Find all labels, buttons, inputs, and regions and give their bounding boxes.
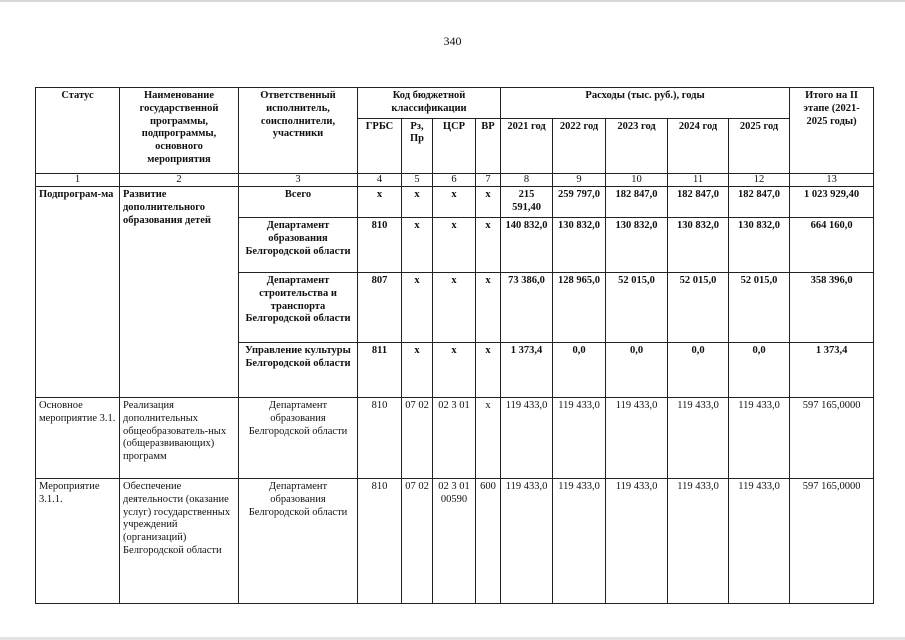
row-grbs: х <box>358 187 402 218</box>
row-csr: х <box>433 217 476 272</box>
row-2024: 52 015,0 <box>668 272 729 342</box>
row-2023: 0,0 <box>606 342 668 397</box>
column-number: 11 <box>668 173 729 187</box>
column-number: 4 <box>358 173 402 187</box>
row-name: Реализация дополнительных общеобразователь-ных (общеразвивающих) программ <box>120 397 239 478</box>
row-name: Развитие дополнительного образования детей <box>120 187 239 398</box>
row-executor: Департамент строительства и транспорта Белгородской области <box>239 272 358 342</box>
row-vr: х <box>476 272 501 342</box>
row-2021: 140 832,0 <box>501 217 553 272</box>
row-2025: 119 433,0 <box>729 478 790 603</box>
header-status: Статус <box>36 88 120 174</box>
row-status: Основное мероприятие 3.1. <box>36 397 120 478</box>
row-2022: 130 832,0 <box>553 217 606 272</box>
row-2021: 119 433,0 <box>501 478 553 603</box>
row-csr: 02 3 01 <box>433 397 476 478</box>
row-rzpr: 07 02 <box>402 478 433 603</box>
header-year-2021: 2021 год <box>501 118 553 173</box>
top-scan-edge <box>0 0 905 2</box>
row-vr: х <box>476 187 501 218</box>
row-2025: 182 847,0 <box>729 187 790 218</box>
header-rzpr: Рз, Пр <box>402 118 433 173</box>
row-2023: 130 832,0 <box>606 217 668 272</box>
header-year-2025: 2025 год <box>729 118 790 173</box>
row-executor: Департамент образования Белгородской области <box>239 217 358 272</box>
column-number: 2 <box>120 173 239 187</box>
column-number: 6 <box>433 173 476 187</box>
row-2021: 1 373,4 <box>501 342 553 397</box>
row-grbs: 810 <box>358 217 402 272</box>
row-grbs: 807 <box>358 272 402 342</box>
column-number: 13 <box>790 173 874 187</box>
header-vr: ВР <box>476 118 501 173</box>
row-total: 358 396,0 <box>790 272 874 342</box>
row-2025: 130 832,0 <box>729 217 790 272</box>
row-2025: 0,0 <box>729 342 790 397</box>
header-executor: Ответственный исполнитель, соисполнители, участники <box>239 88 358 174</box>
header-year-2023: 2023 год <box>606 118 668 173</box>
row-2022: 0,0 <box>553 342 606 397</box>
row-executor: Департамент образования Белгородской области <box>239 397 358 478</box>
row-2023: 182 847,0 <box>606 187 668 218</box>
row-executor: Всего <box>239 187 358 218</box>
header-name: Наименование государственной программы, подпрограммы, основного мероприятия <box>120 88 239 174</box>
row-total: 597 165,0000 <box>790 478 874 603</box>
row-rzpr: 07 02 <box>402 397 433 478</box>
row-rzpr: х <box>402 217 433 272</box>
row-csr: х <box>433 342 476 397</box>
header-expenses: Расходы (тыс. руб.), годы <box>501 88 790 119</box>
row-2024: 182 847,0 <box>668 187 729 218</box>
row-grbs: 811 <box>358 342 402 397</box>
row-2024: 119 433,0 <box>668 478 729 603</box>
row-name: Обеспечение деятельности (оказание услуг) государственных учреждений (организаций) Белгородской области <box>120 478 239 603</box>
row-total: 597 165,0000 <box>790 397 874 478</box>
row-status: Подпрограм-ма <box>36 187 120 398</box>
header-total: Итого на II этапе (2021-2025 годы) <box>790 88 874 174</box>
row-vr: х <box>476 397 501 478</box>
row-csr: х <box>433 272 476 342</box>
header-year-2022: 2022 год <box>553 118 606 173</box>
row-2024: 0,0 <box>668 342 729 397</box>
header-budget-code: Код бюджетной классификации <box>358 88 501 119</box>
row-vr: х <box>476 217 501 272</box>
row-2023: 119 433,0 <box>606 478 668 603</box>
row-csr: 02 3 01 00590 <box>433 478 476 603</box>
row-total: 1 023 929,40 <box>790 187 874 218</box>
row-2022: 128 965,0 <box>553 272 606 342</box>
budget-table <box>35 87 874 604</box>
row-rzpr: х <box>402 272 433 342</box>
column-number: 10 <box>606 173 668 187</box>
row-2021: 215 591,40 <box>501 187 553 218</box>
row-2024: 119 433,0 <box>668 397 729 478</box>
row-vr: х <box>476 342 501 397</box>
row-2025: 52 015,0 <box>729 272 790 342</box>
row-2022: 119 433,0 <box>553 397 606 478</box>
header-year-2024: 2024 год <box>668 118 729 173</box>
column-number: 9 <box>553 173 606 187</box>
row-2022: 119 433,0 <box>553 478 606 603</box>
column-number: 7 <box>476 173 501 187</box>
row-grbs: 810 <box>358 397 402 478</box>
row-2022: 259 797,0 <box>553 187 606 218</box>
row-2024: 130 832,0 <box>668 217 729 272</box>
column-number: 12 <box>729 173 790 187</box>
column-number: 5 <box>402 173 433 187</box>
row-grbs: 810 <box>358 478 402 603</box>
row-2023: 52 015,0 <box>606 272 668 342</box>
row-2023: 119 433,0 <box>606 397 668 478</box>
header-csr: ЦСР <box>433 118 476 173</box>
row-status: Мероприятие 3.1.1. <box>36 478 120 603</box>
column-number: 1 <box>36 173 120 187</box>
table-row <box>36 478 874 603</box>
row-total: 1 373,4 <box>790 342 874 397</box>
table-row <box>36 397 874 478</box>
row-2025: 119 433,0 <box>729 397 790 478</box>
row-2021: 119 433,0 <box>501 397 553 478</box>
page-number: 340 <box>443 34 462 48</box>
table-row <box>36 187 874 218</box>
row-csr: х <box>433 187 476 218</box>
row-rzpr: х <box>402 342 433 397</box>
row-rzpr: х <box>402 187 433 218</box>
column-number: 8 <box>501 173 553 187</box>
row-executor: Управление культуры Белгородской области <box>239 342 358 397</box>
row-2021: 73 386,0 <box>501 272 553 342</box>
column-number: 3 <box>239 173 358 187</box>
row-executor: Департамент образования Белгородской области <box>239 478 358 603</box>
header-grbs: ГРБС <box>358 118 402 173</box>
row-total: 664 160,0 <box>790 217 874 272</box>
row-vr: 600 <box>476 478 501 603</box>
